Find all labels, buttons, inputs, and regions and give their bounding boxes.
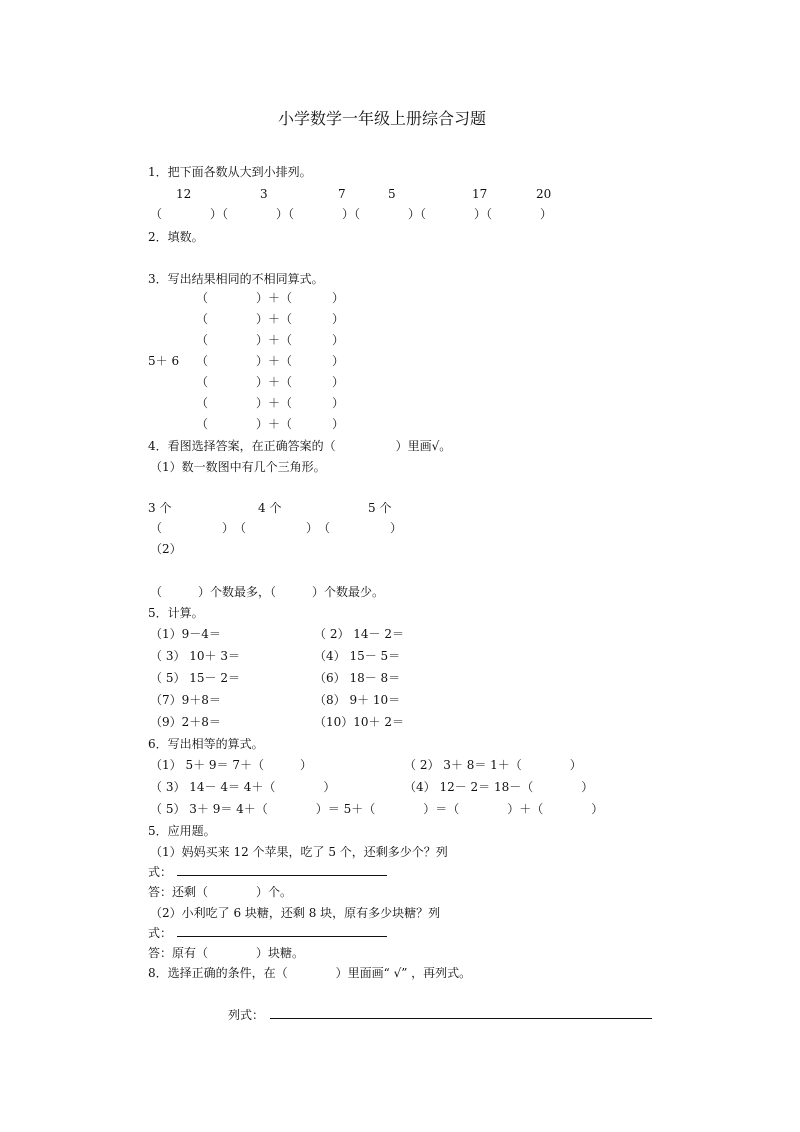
q1-number: 17 xyxy=(472,187,488,201)
calc-item: （7）9＋8＝ xyxy=(150,693,221,707)
q3-row-right: ） xyxy=(332,375,345,389)
q4-heading: 4．看图选择答案，在正确答案的（ ）里画√。 xyxy=(148,439,452,453)
calc-item: （1）9－4＝ xyxy=(150,627,221,641)
formula-line xyxy=(177,936,387,937)
equation-item: （1） 5＋ 9＝ 7＋（ ） xyxy=(150,758,312,772)
q4-option: 5 个 xyxy=(368,501,392,515)
word-problem-2: （2）小利吃了 6 块糖，还剩 8 块，原有多少块糖？列 xyxy=(150,906,441,920)
calc-item: （ 5） 15－ 2＝ xyxy=(150,671,240,685)
q3-row-left: （ ）＋（ xyxy=(196,333,293,347)
q3-row-right: ） xyxy=(332,417,345,431)
formula-line xyxy=(177,875,387,876)
word-problem-1: （1）妈妈买来 12 个苹果，吃了 5 个，还剩多少个？列 xyxy=(150,845,448,859)
q3-row-left: （ ）＋（ xyxy=(196,312,293,326)
equation-item: （ 5） 3＋ 9＝ 4＋（ ）＝ 5＋（ ）＝（ ）＋（ ） xyxy=(150,802,604,816)
calc-item: （10）10＋ 2＝ xyxy=(314,715,404,729)
answer-line: 答：还剩（ ）个。 xyxy=(148,885,293,899)
formula-label: 式： xyxy=(148,926,173,940)
q3-row-right: ） xyxy=(332,396,345,410)
equation-item: （ 2） 3＋ 8＝ 1＋（ ） xyxy=(404,758,582,772)
formula-line xyxy=(270,1018,652,1019)
calc-item: （ 3） 10＋ 3＝ xyxy=(150,649,240,663)
q1-number: 3 xyxy=(260,187,268,201)
calc-item: （8） 9＋ 10＝ xyxy=(314,693,401,707)
calc-item: （ 2） 14－ 2＝ xyxy=(314,627,404,641)
answer-line: 答：原有（ ）块糖。 xyxy=(148,946,305,960)
q4-sub1: （1）数一数图中有几个三角形。 xyxy=(150,460,326,474)
q4-option: 4 个 xyxy=(258,501,282,515)
page-title: 小学数学一年级上册综合习题 xyxy=(278,109,487,128)
q4-sub2-line: （ ）个数最多，（ ）个数最少。 xyxy=(150,585,385,599)
q1-number: 20 xyxy=(536,187,552,201)
q1-answer-blanks: （ ）（ ）（ ）（ ）（ ）（ ） xyxy=(150,207,553,221)
formula-label: 式： xyxy=(148,865,173,879)
equation-item: （ 3） 14－ 4＝ 4＋（ ） xyxy=(150,780,336,794)
q3-row-left: （ ）＋（ xyxy=(196,291,293,305)
q4-option-blanks: （ ） （ ） （ ） xyxy=(150,521,403,535)
calc-item: （4） 15－ 5＝ xyxy=(314,649,401,663)
q4-sub2: （2） xyxy=(150,542,182,556)
q3-row-right: ） xyxy=(332,354,345,368)
equation-item: （4） 12－ 2＝ 18－（ ） xyxy=(404,780,594,794)
q3-expression: 5＋ 6 xyxy=(148,354,180,368)
q6-heading: 6．写出相等的算式。 xyxy=(148,737,264,751)
q3-row-left: （ ）＋（ xyxy=(196,417,293,431)
q3-row-right: ） xyxy=(332,333,345,347)
calc-item: （9）2＋8＝ xyxy=(150,715,221,729)
q2-heading: 2．填数。 xyxy=(148,230,204,244)
q5-heading: 5．计算。 xyxy=(148,606,204,620)
q3-heading: 3．写出结果相同的不相同算式。 xyxy=(148,272,324,286)
q1-heading: 1．把下面各数从大到小排列。 xyxy=(148,165,312,179)
q3-row-left: （ ）＋（ xyxy=(196,396,293,410)
q1-number: 5 xyxy=(388,187,396,201)
q3-row-right: ） xyxy=(332,312,345,326)
formula-label: 列式： xyxy=(228,1008,265,1022)
q8-heading: 8．选择正确的条件，在（ ）里面画“ √” ，再列式。 xyxy=(148,966,472,980)
q3-row-left: （ ）＋（ xyxy=(196,354,293,368)
q4-option: 3 个 xyxy=(148,501,172,515)
q1-number: 12 xyxy=(176,187,192,201)
q3-row-right: ） xyxy=(332,291,345,305)
q1-number: 7 xyxy=(338,187,346,201)
q3-row-left: （ ）＋（ xyxy=(196,375,293,389)
calc-item: （6） 18－ 8＝ xyxy=(314,671,401,685)
q7-heading: 5．应用题。 xyxy=(148,824,216,838)
